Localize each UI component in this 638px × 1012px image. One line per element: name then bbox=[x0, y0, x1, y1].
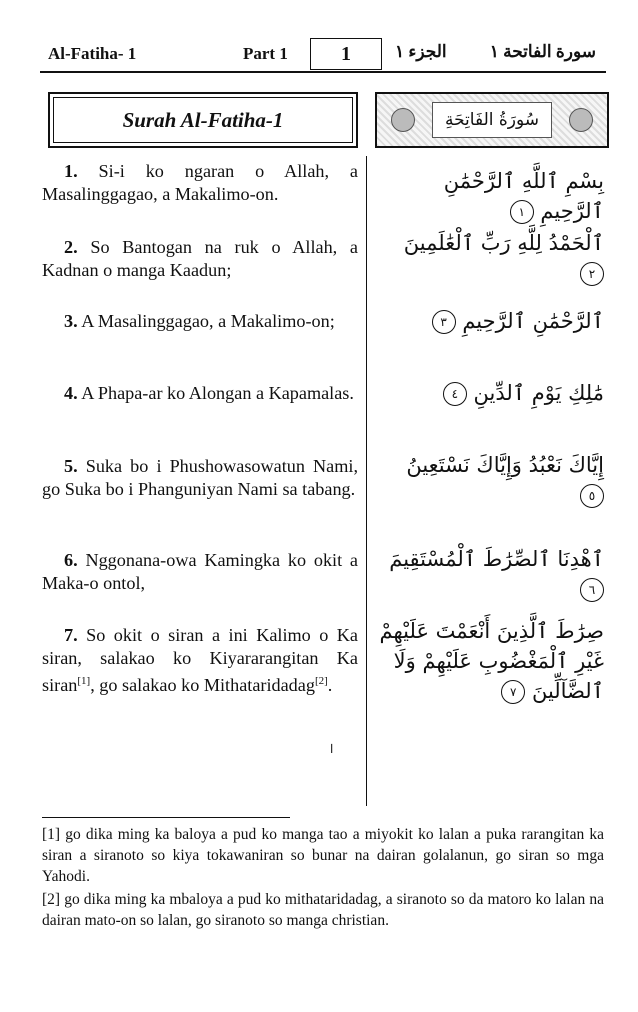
verse-end-marker-icon: ٤ bbox=[443, 382, 467, 406]
verse-number: 6. bbox=[64, 550, 78, 570]
page-number-box: 1 bbox=[310, 38, 382, 70]
verse-end-marker-icon: ٥ bbox=[580, 484, 604, 508]
arabic-text: إِيَّاكَ نَعْبُدُ وَإِيَّاكَ نَسْتَعِينُ bbox=[406, 453, 604, 477]
verse-end-marker-icon: ١ bbox=[510, 200, 534, 224]
verse-4 bbox=[42, 382, 358, 405]
verse-end-marker-icon: ٣ bbox=[432, 310, 456, 334]
ornament-caption: سُورَةُ الفَاتِحَةِ bbox=[432, 102, 552, 138]
arabic-verse-3 bbox=[374, 306, 604, 336]
ornament-rosette-right bbox=[569, 108, 593, 132]
arabic-verse-6 bbox=[374, 544, 604, 604]
surah-title-box bbox=[48, 92, 358, 148]
verse-text: So Bantogan na ruk o Allah, a Kadnan o manga Kaadun; bbox=[42, 237, 358, 280]
verse-text: Nggonana-owa Kamingka ko okit a Maka-o ontol, bbox=[42, 550, 359, 593]
verse-text: A Masalinggagao, a Makalimo-on; bbox=[81, 311, 335, 331]
footnote-ref-2: [2] bbox=[314, 675, 328, 687]
footnote-1: [1] go dika ming ka baloya a pud ko manga tao a miyokit ko lalan a puka rarangitan ka siran a siranoto so kiya tokawaniran so bunar na dairan golalanun, go siran so mga Yahodi. bbox=[42, 826, 604, 885]
footnote-2: [2] go dika ming ka mbaloya a pud ko mithataridadag, a siranoto so da matoro ko lalan na dairan mato-on so lalan, go siranoto so manga christian. bbox=[42, 891, 604, 929]
verse-text-cont: , go salakao ko Mithataridadag bbox=[90, 675, 315, 696]
verse-2 bbox=[42, 236, 358, 282]
header-juz-label: الجزء ١ bbox=[395, 42, 447, 61]
ornament-rosette-left bbox=[391, 108, 415, 132]
arabic-text: ٱلرَّحْمَٰنِ ٱلرَّحِيمِ bbox=[462, 309, 604, 333]
stray-mark: ا bbox=[330, 742, 334, 756]
verse-number: 1. bbox=[64, 161, 78, 181]
header-rule bbox=[40, 71, 606, 73]
page-header bbox=[0, 38, 638, 72]
verse-7 bbox=[42, 624, 358, 697]
verse-end-marker-icon: ٧ bbox=[501, 680, 525, 704]
arabic-text: صِرَٰطَ ٱلَّذِينَ أَنْعَمْتَ عَلَيْهِمْ غَيْرِ ٱلْمَغْضُوبِ عَلَيْهِمْ وَلَا ٱلضَّآلِّينَ bbox=[379, 619, 604, 703]
verse-end-marker-icon: ٢ bbox=[580, 262, 604, 286]
verse-6 bbox=[42, 549, 358, 595]
arabic-text: ٱلْحَمْدُ لِلَّهِ رَبِّ ٱلْعَٰلَمِينَ bbox=[403, 231, 604, 255]
arabic-verse-1 bbox=[374, 166, 604, 226]
footnote-ref-1: [1] bbox=[77, 675, 91, 687]
verse-number: 4. bbox=[64, 383, 78, 403]
column-divider bbox=[366, 156, 367, 806]
footnote-rule bbox=[42, 817, 290, 818]
arabic-verse-4 bbox=[374, 378, 604, 408]
verse-3 bbox=[42, 310, 358, 333]
surah-title: Surah Al-Fatiha-1 bbox=[53, 97, 353, 143]
header-part-label: Part 1 bbox=[243, 44, 288, 63]
header-chapter-title: Al-Fatiha- 1 bbox=[48, 44, 137, 63]
verse-end-marker-icon: ٦ bbox=[580, 578, 604, 602]
header-surah-label: سورة الفاتحة ١ bbox=[489, 42, 596, 61]
arabic-title-ornament bbox=[375, 92, 609, 148]
verse-number: 5. bbox=[64, 456, 78, 476]
arabic-verse-5 bbox=[374, 450, 604, 510]
verse-1 bbox=[42, 160, 358, 206]
arabic-text: ٱهْدِنَا ٱلصِّرَٰطَ ٱلْمُسْتَقِيمَ bbox=[389, 547, 604, 571]
verse-number: 3. bbox=[64, 311, 78, 331]
verse-text-end: . bbox=[327, 675, 333, 696]
verse-text: Suka bo i Phushowasowatun Nami, go Suka bo i Phanguniyan Nami sa tabang. bbox=[42, 456, 358, 499]
verse-text: Si-i ko ngaran o Allah, a Masalinggagao, a Makalimo-on. bbox=[42, 161, 358, 204]
arabic-verse-7 bbox=[374, 616, 604, 706]
arabic-verse-2 bbox=[374, 228, 604, 288]
arabic-text: بِسْمِ ٱللَّهِ ٱلرَّحْمَٰنِ ٱلرَّحِيمِ bbox=[443, 169, 604, 223]
verse-number: 7. bbox=[64, 625, 78, 645]
arabic-text: مَٰلِكِ يَوْمِ ٱلدِّينِ bbox=[473, 381, 604, 405]
verse-5 bbox=[42, 455, 358, 501]
verse-number: 2. bbox=[64, 237, 78, 257]
verse-text: A Phapa-ar ko Alongan a Kapamalas. bbox=[81, 383, 354, 403]
verse-text: So okit o siran a ini Kalimo o Ka siran, salakao ko Kiyararangitan Ka siran bbox=[42, 625, 359, 696]
